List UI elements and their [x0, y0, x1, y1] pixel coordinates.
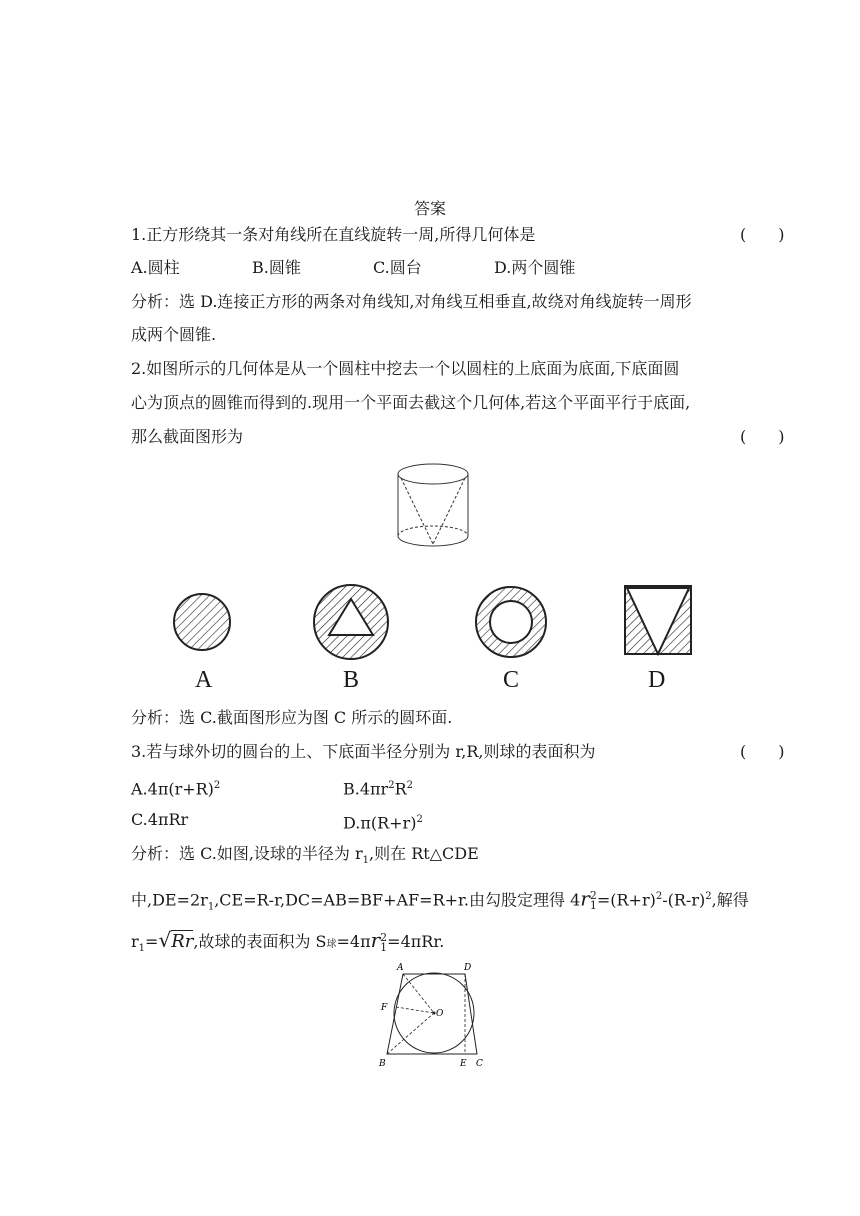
q3-option-c: C.4πRr [131, 810, 189, 829]
q1-option-a: A.圆柱 [131, 258, 180, 277]
q1-analysis-line1: 分析：选 D.连接正方形的两条对角线知,对角线互相垂直,故绕对角线旋转一周形 [131, 292, 692, 311]
figure-label-d: D [648, 667, 666, 693]
q2-stem-line3: 那么截面图形为 [131, 427, 244, 446]
q3-answer-blank: ( ) [740, 742, 785, 761]
q3-option-b: $B.4\pi r^2R^2$ [343, 779, 413, 799]
q3-analysis-line3: $r_1=√Rr$,故球的表面积为 S球=4πr 2 1 =4πRr. [131, 928, 445, 955]
sqrt-symbol: √ [158, 928, 172, 952]
q2-stem-line2: 心为顶点的圆锥而得到的.现用一个平面去截这个几何体,若这个平面平行于底面, [131, 393, 691, 412]
q3-option-d: $D.\pi(R+r)^2$ [343, 813, 423, 833]
label-f: F [381, 1003, 388, 1013]
label-b: B [379, 1059, 386, 1069]
label-c: C [476, 1059, 483, 1069]
label-d: D [464, 963, 472, 973]
q3-stem: 3.若与球外切的圆台的上、下底面半径分别为 r,R,则球的表面积为 [131, 742, 596, 761]
q1-option-b: B.圆锥 [252, 258, 301, 277]
q3-analysis-line1: 分析：选 C.如图,设球的半径为 $r_1$,则在 Rt△CDE [131, 844, 479, 867]
figure-label-b: B [343, 667, 360, 693]
q1-answer-blank: ( ) [740, 225, 785, 244]
q2-stem-line1: 2.如图所示的几何体是从一个圆柱中挖去一个以圆柱的上底面为底面,下底面圆 [131, 359, 680, 378]
q3-analysis-line2: 中$,DE=2r_1,CE=R-r,DC=AB=BF+AF=R+r$.由勾股定理得 4r 2 1 $=(R+r)^2-(R-r)^2$,解得 [131, 886, 749, 913]
label-a: A [397, 963, 404, 973]
figure-label-a: A [195, 667, 213, 693]
label-o: O [436, 1009, 444, 1019]
label-e: E [460, 1059, 467, 1069]
q1-option-d: D.两个圆锥 [494, 258, 576, 277]
q3-option-a: $A.4\pi(r+R)^2$ [131, 779, 221, 799]
q1-analysis-line2: 成两个圆锥. [131, 325, 217, 344]
page-title: 答案 [413, 199, 446, 218]
q1-option-c: C.圆台 [373, 258, 422, 277]
figure-label-c: C [503, 667, 520, 693]
q2-analysis: 分析：选 C.截面图形应为图 C 所示的圆环面. [131, 708, 453, 727]
q3-trapezoid-diagram [375, 960, 490, 1070]
q2-cylinder-figure [395, 460, 475, 555]
q1-stem: 1.正方形绕其一条对角线所在直线旋转一周,所得几何体是 [131, 225, 536, 244]
q2-options-figures [165, 580, 705, 665]
figure-a-disk [174, 594, 230, 650]
q2-answer-blank: ( ) [740, 427, 785, 446]
